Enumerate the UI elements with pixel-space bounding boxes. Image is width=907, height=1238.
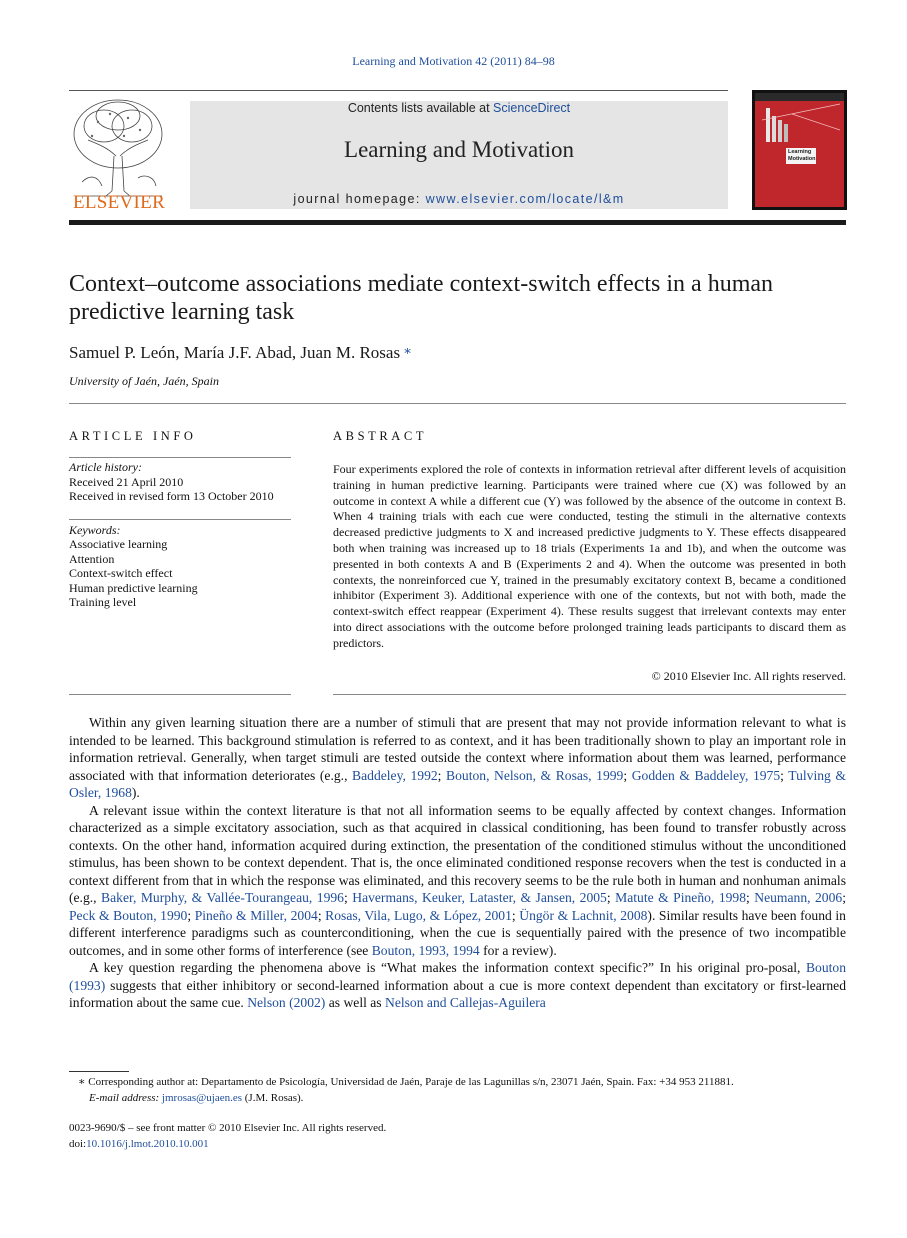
title-rule [69, 403, 846, 404]
article-title: Context–outcome associations mediate context-switch effects in a human predictive learning task [69, 271, 774, 325]
email-label: E-mail address: [89, 1091, 160, 1104]
elsevier-logo[interactable] [68, 96, 170, 212]
email-suffix: (J.M. Rosas). [242, 1091, 304, 1104]
citation-link[interactable]: Peck & Bouton, 1990 [69, 907, 188, 923]
body-text-run: ; [842, 890, 846, 905]
citation-link[interactable]: Baddeley, 1992 [352, 767, 438, 783]
body-text-run: ; [746, 890, 755, 905]
body-text-run: ; [343, 890, 353, 905]
body-text-run: ; [623, 767, 632, 783]
body-text-run: as well as [325, 995, 385, 1010]
cover-title [788, 149, 816, 162]
abstract-text: Four experiments explored the role of contexts in information retrieval after different levels of acquisition training in human predictive learning. Participants were trained where cue (X) was followed by an outcome in context A while a different cue (Y) was followed by the absence of the outcome in context B. When 4 training trials with each cue were conducted, testing the stimuli in the alternative contexts decreased predictive judgments to X and increased predictive judgments to Y. These effects disappeared both when training was increased up to 18 trials (Experiments 1a and 1b), and when the outcome was presented in both contexts A and B (Experiments 2 and 4). When the outcome was presented in both contexts, the nonreinforced cue Y, trained in the presumably excitatory context B, became a conditioned inhibitor (Experiment 3). Additional experience with one of the contexts, but not with both, made the context-switch effect reappear (Experiment 4). These results suggest that irrelevant contexts may enter into direct associations with the outcome before prolonged training leads participants to discard them as predictors. [333, 462, 846, 650]
citation-link[interactable]: Tulving & Osler, 1968 [69, 767, 846, 800]
author-list [69, 343, 412, 363]
header-rule [69, 90, 728, 91]
citation-link[interactable]: Bouton, Nelson, & Rosas, 1999 [446, 767, 624, 783]
body-text-run: ; [780, 767, 789, 783]
footnote-rule [69, 1071, 129, 1072]
body-text-run: ; [437, 767, 447, 783]
contents-line [190, 101, 728, 115]
body-text-run: ; [317, 907, 326, 923]
body-text-run: ). [131, 785, 140, 800]
body-text-run: ; [606, 890, 616, 905]
body-text-run: ). Similar results have been found in different interference paradigms such as counterconditioning, when the cue is sequentially paired with the presence of two incompatible outcomes, and in some other forms of interference (see [69, 907, 846, 958]
doi-line [69, 1137, 386, 1153]
info-rule-3 [69, 694, 291, 695]
keyword-item: Training level [69, 595, 137, 610]
homepage-line [190, 192, 728, 206]
doi-link[interactable]: 10.1016/j.lmot.2010.10.001 [86, 1137, 209, 1150]
body-paragraph-3 [69, 959, 846, 1012]
homepage-link[interactable]: www.elsevier.com/locate/l&m [425, 192, 625, 206]
keyword-item: Context-switch effect [69, 566, 173, 581]
footnote-mark: ∗ [78, 1076, 86, 1088]
journal-cover[interactable] [752, 90, 847, 210]
email-link[interactable]: jmrosas@ujaen.es [161, 1091, 243, 1104]
footnote [69, 1075, 846, 1106]
affiliation: University of Jaén, Jaén, Spain [69, 374, 219, 388]
abstract-copyright: © 2010 Elsevier Inc. All rights reserved. [651, 669, 846, 683]
article-history [69, 460, 274, 504]
sciencedirect-link[interactable]: ScienceDirect [493, 101, 571, 115]
keyword-item: Attention [69, 551, 115, 566]
cover-title-line2: Motivation [788, 155, 816, 162]
citation-link[interactable]: Baker, Murphy, & Vallée-Tourangeau, 1996 [101, 890, 344, 905]
contents-prefix: Contents lists available at [347, 101, 494, 115]
body-text-run: suggests that either inhibitory or second-learned information about a cue is more context dependent than excitatory or first-learned information about the same cue. [69, 977, 846, 1010]
article-info-heading: ARTICLE INFO [69, 429, 197, 443]
corresponding-author [69, 1075, 846, 1091]
abstract-rule [333, 694, 846, 695]
header-thick-rule [69, 220, 846, 225]
journal-name: Learning and Motivation [344, 137, 574, 162]
citation-link[interactable]: Havermans, Keuker, Lataster, & Jansen, 2005 [352, 890, 607, 905]
keywords-label: Keywords: [69, 523, 121, 537]
cover-title-line1: Learning [788, 149, 812, 155]
citation-link[interactable]: Matute & Pineño, 1998 [615, 890, 747, 905]
abstract-heading: ABSTRACT [333, 429, 428, 443]
front-matter [69, 1121, 386, 1152]
revised-date: Received in revised form 13 October 2010 [69, 489, 274, 504]
body-paragraph-1 [69, 714, 846, 802]
citation-link[interactable]: Nelson and Callejas-Aguilera [385, 995, 546, 1010]
info-rule-2 [69, 519, 291, 520]
issn-line: 0023-9690/$ – see front matter © 2010 Elsevier Inc. All rights reserved. [69, 1122, 387, 1134]
corresponding-text: Corresponding author at: Departamento de Psicología, Universidad de Jaén, Paraje de las Lagunillas s/n, 23071 Jaén, Spain. Fax: +34 953 211881. [85, 1076, 734, 1088]
citation-link[interactable]: Üngör & Lachnit, 2008 [519, 907, 648, 923]
publisher-name: ELSEVIER [72, 192, 166, 213]
journal-citation[interactable]: Learning and Motivation 42 (2011) 84–98 [352, 54, 555, 68]
citation-link[interactable]: Rosas, Vila, Lugo, & López, 2001 [325, 907, 512, 923]
history-label: Article history: [69, 460, 142, 474]
citation-link[interactable]: Godden & Baddeley, 1975 [631, 767, 781, 783]
keyword-item: Associative learning [69, 537, 168, 552]
email-line [69, 1091, 846, 1107]
citation-link[interactable]: Bouton (1993) [69, 960, 846, 993]
keywords [69, 523, 198, 609]
info-rule-1 [69, 457, 291, 458]
body-text [69, 714, 846, 1012]
citation-link[interactable]: Pineño & Miller, 2004 [194, 907, 318, 923]
citation-link[interactable]: Neumann, 2006 [754, 890, 843, 905]
citation-link[interactable]: Nelson (2002) [247, 995, 326, 1010]
body-text-run: ; [511, 907, 520, 923]
authors: Samuel P. León, María J.F. Abad, Juan M. Rosas [69, 343, 401, 362]
body-paragraph-2 [69, 802, 846, 960]
doi-label: doi: [69, 1137, 87, 1150]
homepage-prefix: journal homepage: [293, 192, 426, 206]
body-text-run: ; [187, 907, 195, 923]
citation-link[interactable]: Bouton, 1993, 1994 [371, 942, 480, 958]
keyword-item: Human predictive learning [69, 580, 198, 595]
body-text-run: Within any given learning situation there are a number of stimuli that are present that may not provide information relevant to what is intended to be learned. This background stimulation is referred to as context, and it has been traditionally shown to play an important role in information retrieval. Generally, when target stimuli are tested outside the context where information about them was learned, performance associated with that information deteriorates (e.g., [69, 715, 846, 783]
received-date: Received 21 April 2010 [69, 474, 184, 489]
body-text-run: A relevant issue within the context literature is that not all information seems to be equally affected by context changes. Information characterized as a simple excitatory association, such as that acquired in classical conditioning, has been found to transfer robustly across contexts. On the other hand, information acquired during extinction, the presentation of the conditioned stimulus without the unconditioned stimulus, has been shown to be context dependent. That is, the once eliminated conditioned response recovers when the test is conducted in a context different from that in which the response was eliminated, and this recovery seems to be the rule both in human and nonhuman animals (e.g., [69, 802, 846, 905]
body-text-run: for a review). [479, 942, 557, 958]
body-text-run: A key question regarding the phenomena above is “What makes the information context specific?” In his original pro-posal, [89, 960, 806, 975]
journal-header [190, 101, 728, 209]
author-footnote-mark[interactable]: ∗ [403, 343, 412, 358]
